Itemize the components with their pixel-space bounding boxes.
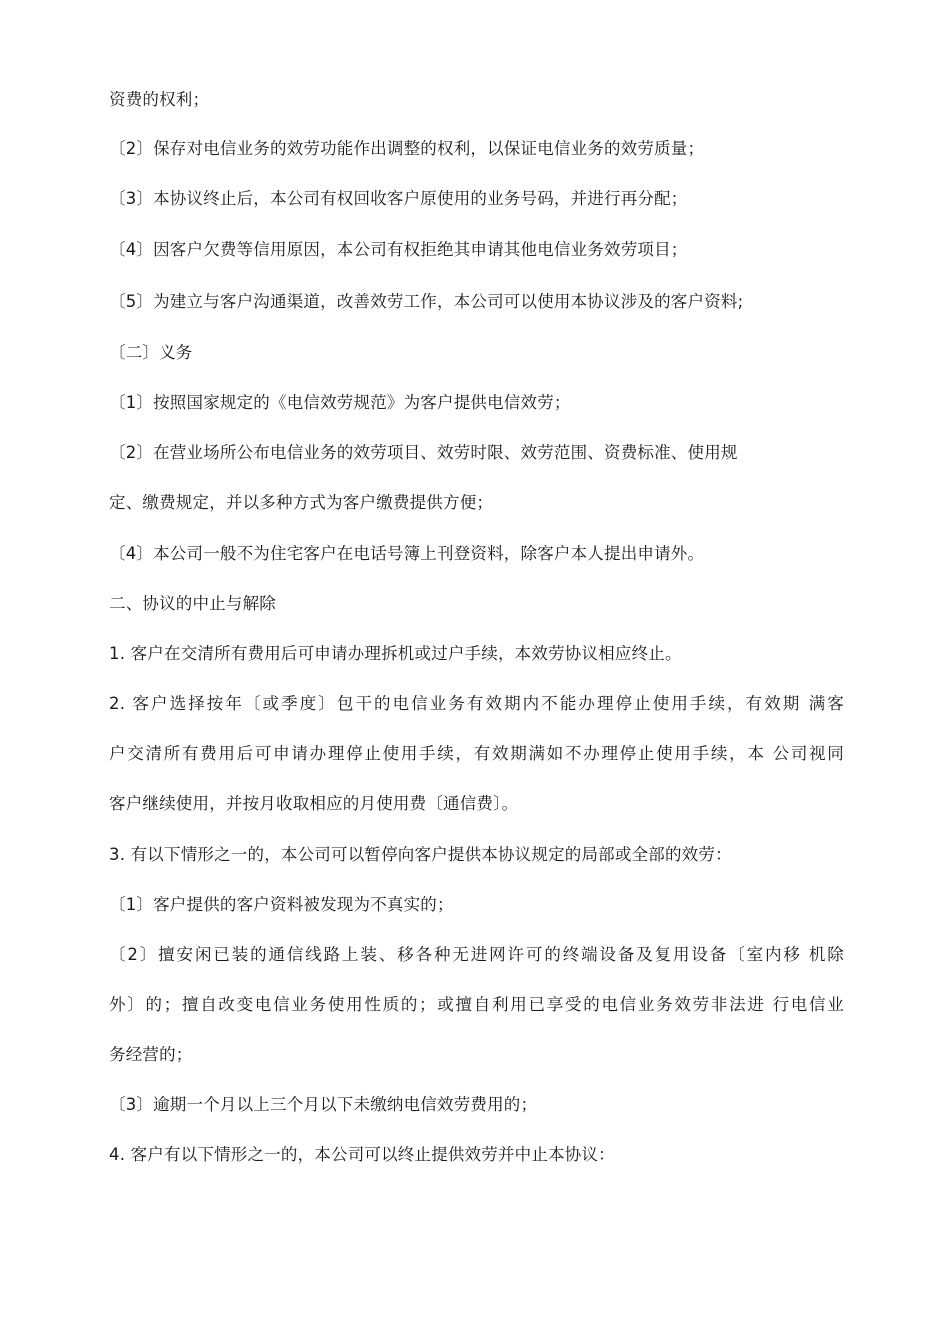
section-heading: 〔二〕义务 <box>109 343 193 362</box>
text-line: 务经营的； <box>109 1045 193 1064</box>
text-line: 资费的权利； <box>109 90 210 109</box>
text-line: 外〕的；擅自改变电信业务使用性质的；或擅自利用已享受的电信业务效劳非法进 行电信业 <box>109 995 844 1014</box>
section-heading: 二、协议的中止与解除 <box>109 594 276 613</box>
text-line: 〔4〕本公司一般不为住宅客户在电话号簿上刊登资料，除客户本人提出申请外。 <box>109 544 705 563</box>
text-line: 〔2〕保存对电信业务的效劳功能作出调整的权利，以保证电信业务的效劳质量； <box>109 139 705 158</box>
text-line: 户交清所有费用后可申请办理停止使用手续，有效期满如不办理停止使用手续，本 公司视同 <box>109 744 844 763</box>
text-line: 3. 有以下情形之一的，本公司可以暂停向客户提供本协议规定的局部或全部的效劳： <box>109 845 732 864</box>
text-line: 1. 客户在交清所有费用后可申请办理拆机或过户手续，本效劳协议相应终止。 <box>109 644 682 663</box>
text-line: 〔1〕客户提供的客户资料被发现为不真实的； <box>109 895 454 914</box>
text-line: 〔3〕本协议终止后，本公司有权回收客户原使用的业务号码，并进行再分配； <box>109 189 688 208</box>
text-line: 〔3〕逾期一个月以上三个月以下未缴纳电信效劳费用的； <box>109 1095 538 1114</box>
text-line: 客户继续使用，并按月收取相应的月使用费〔通信费〕。 <box>109 794 519 813</box>
text-line: 〔5〕为建立与客户沟通渠道，改善效劳工作，本公司可以使用本协议涉及的客户资料; <box>109 292 744 311</box>
text-line: 4. 客户有以下情形之一的，本公司可以终止提供效劳并中止本协议： <box>109 1145 615 1164</box>
text-line: 〔4〕因客户欠费等信用原因，本公司有权拒绝其申请其他电信业务效劳项目； <box>109 240 688 259</box>
text-line: 〔1〕按照国家规定的《电信效劳规范》为客户提供电信效劳； <box>109 393 571 412</box>
text-line: 定、缴费规定，并以多种方式为客户缴费提供方便； <box>109 493 494 512</box>
text-line: 〔2〕擅安闲已装的通信线路上装、移各种无进网许可的终端设备及复用设备〔室内移 机除 <box>109 945 844 964</box>
text-line: 2. 客户选择按年〔或季度〕包干的电信业务有效期内不能办理停止使用手续，有效期 满客 <box>109 694 844 713</box>
text-line: 〔2〕在营业场所公布电信业务的效劳项目、效劳时限、效劳范围、资费标准、使用规 <box>109 443 738 462</box>
